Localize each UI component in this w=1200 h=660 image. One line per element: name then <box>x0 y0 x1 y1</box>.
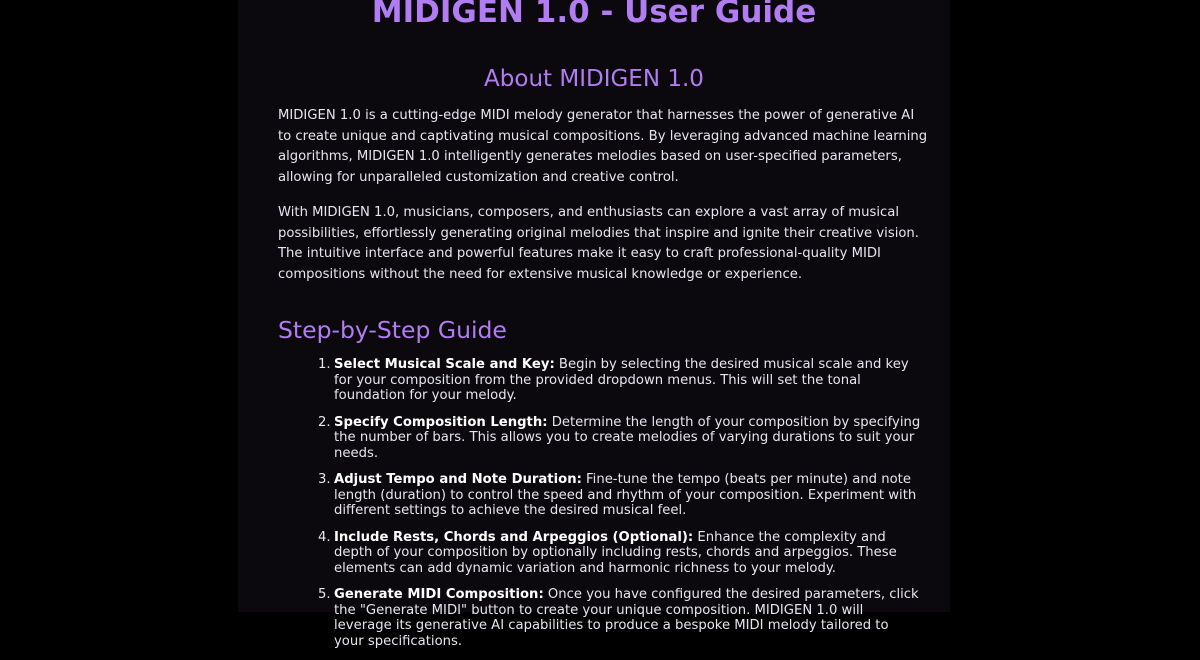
step-title: Generate MIDI Composition: <box>334 587 544 602</box>
step-number: 3. <box>318 472 331 487</box>
step-title: Adjust Tempo and Note Duration: <box>334 472 582 487</box>
step-text: Enhance the complexity and depth of your composition by optionally including rests, chords and arpeggios. These elements can add dynamic variation and harmonic richness to your melody. <box>334 529 897 576</box>
about-heading: About MIDIGEN 1.0 <box>484 66 704 92</box>
about-paragraph-1: MIDIGEN 1.0 is a cutting-edge MIDI melody generator that harnesses the power of generative AI to create unique and captivating musical compositions. By leveraging advanced machine learning algorithms, MIDIGEN 1.0 intelligently generates melodies based on user-specified parameters, allowing for unparalleled customization and creative control. <box>278 108 928 185</box>
step-number: 4. <box>318 529 331 545</box>
step-text: Once you have configured the desired parameters, click the "Generate MIDI" button to create your unique composition. MIDIGEN 1.0 will leverage its generative AI capabilities to produce a bespoke MIDI melody tailored to your specifications. <box>334 587 919 649</box>
step-title: Select Musical Scale and Key: <box>334 357 555 372</box>
step-text: Determine the length of your composition by specifying the number of bars. This allows you to create melodies of varying durations to suit your needs. <box>334 414 921 461</box>
steps-list <box>318 357 922 660</box>
step-number: 1. <box>318 357 331 372</box>
guide-page <box>238 0 950 649</box>
page-title: MIDIGEN 1.0 - User Guide <box>371 0 817 30</box>
guide-heading: Step-by-Step Guide <box>278 316 507 344</box>
step-title: Include Rests, Chords and Arpeggios (Optional): <box>334 529 694 545</box>
step-title: Specify Composition Length: <box>334 414 548 430</box>
step-text: Begin by selecting the desired musical scale and key for your composition from the provided dropdown menus. This will set the tonal foundation for your melody. <box>334 357 909 403</box>
step-number: 5. <box>318 587 331 602</box>
step-item <box>318 587 922 649</box>
about-paragraph-2: With MIDIGEN 1.0, musicians, composers, and enthusiasts can explore a vast array of musical possibilities, effortlessly generating original melodies that inspire and ignite their creative vision. The intuitive interface and powerful features make it easy to craft professional-quality MIDI compositions without the need for extensive musical knowledge or experience. <box>278 205 919 282</box>
step-item <box>318 414 922 462</box>
step-text: Fine-tune the tempo (beats per minute) and note length (duration) to control the speed and rhythm of your composition. Experiment with different settings to achieve the desired musical feel. <box>334 472 917 518</box>
step-item <box>318 472 922 519</box>
step-item <box>318 357 922 404</box>
step-number: 2. <box>318 414 331 430</box>
step-item <box>318 529 922 577</box>
